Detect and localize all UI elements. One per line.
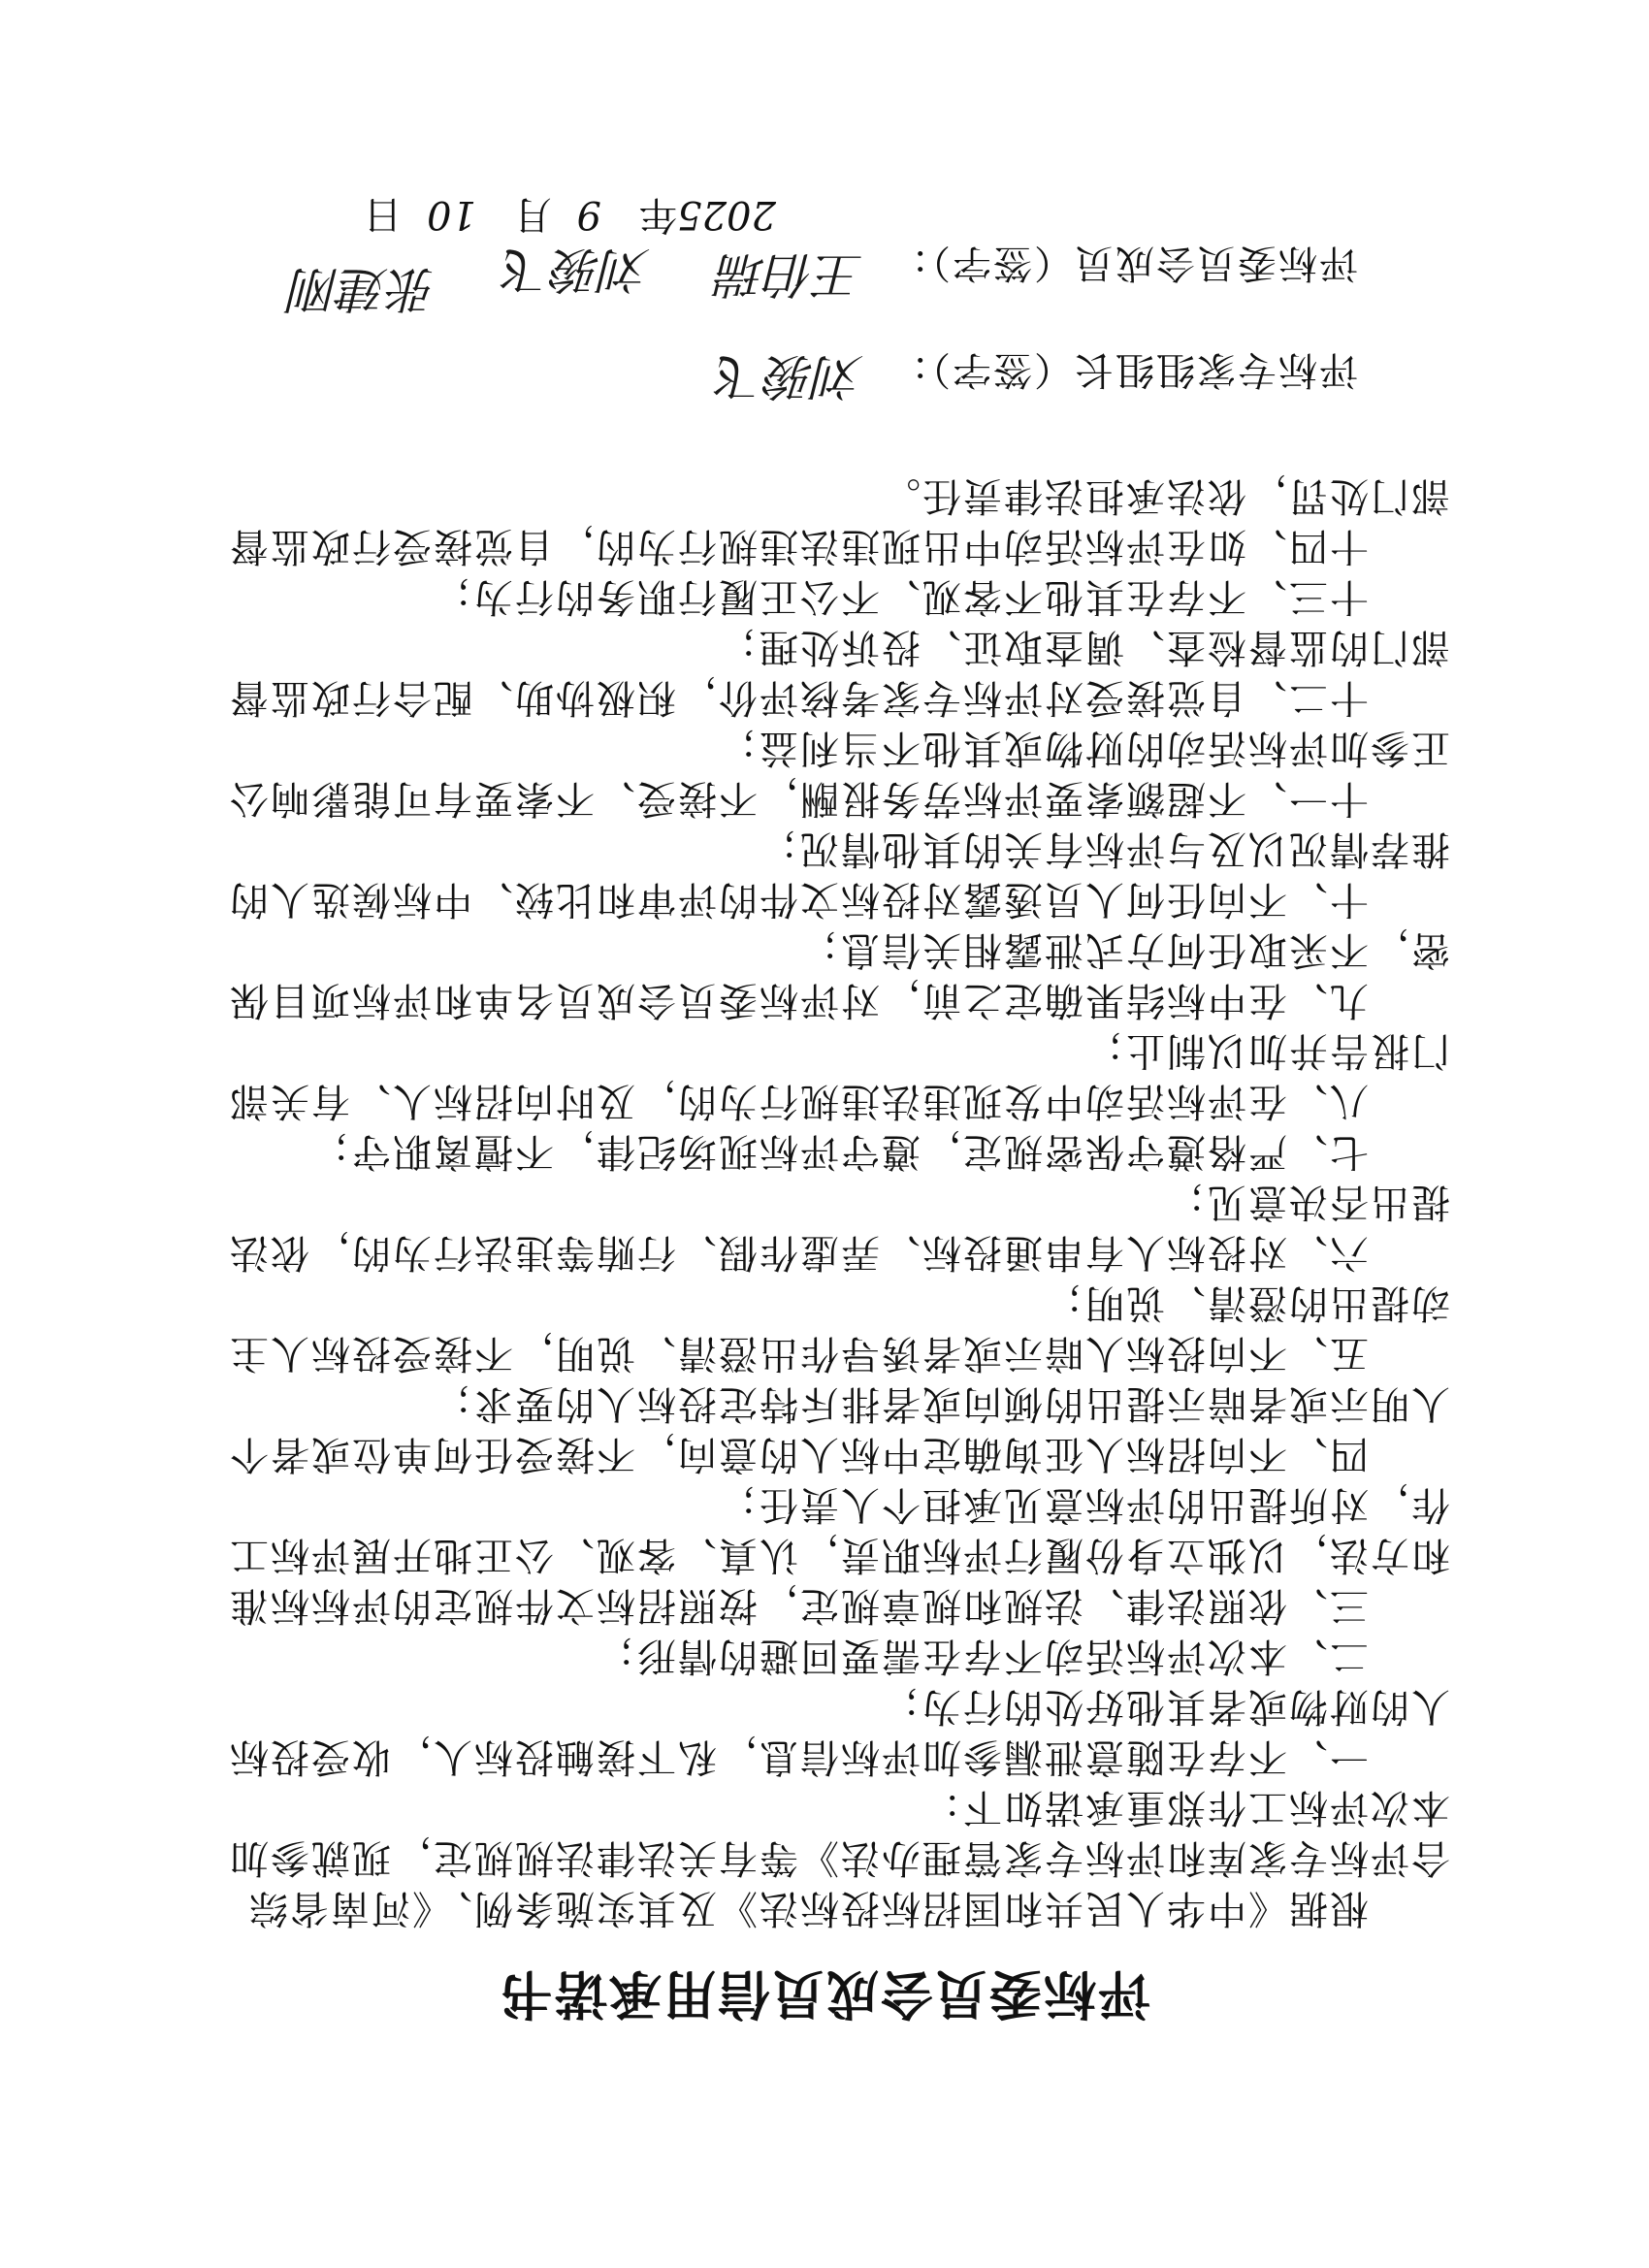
signing-date — [364, 190, 776, 245]
member-signature: 王伯瑞 — [718, 246, 863, 303]
date-day: 10 — [427, 192, 476, 237]
text-line: 动提出的澄清、说明； — [1043, 1280, 1450, 1325]
text-line: 提出否决意见； — [1165, 1180, 1450, 1224]
text-line: 九、在中标结果确定之前，对评标委员会成员名单和评标项目保 — [228, 978, 1369, 1022]
leader-signature-label: 评标专家组组长（签字）： — [889, 347, 1358, 392]
text-line: 六、对投标人有串通投标、弄虚作假、行贿等违法行为的，依法 — [228, 1230, 1369, 1275]
text-line: 十二、自觉接受对评标专家考核评价，积极协助、配合行政监督 — [228, 675, 1369, 720]
member-signature: 张建刚 — [291, 261, 436, 317]
text-line: 合评标专家库和评标专家管理办法》等有关法律法规规定，现就参加 — [228, 1835, 1450, 1880]
text-line: 十四、如在评标活动中出现违法违规行为的，自觉接受行政监督 — [228, 524, 1369, 568]
text-line: 门报告并加以制止； — [1083, 1028, 1450, 1073]
text-line: 十一、不超额索要评标劳务报酬，不接受、不索要有可能影响公 — [228, 776, 1369, 821]
text-line: 二、本次评标活动不存在需要回避的情形； — [595, 1634, 1369, 1678]
date-year: 2025 — [677, 192, 776, 237]
text-line: 八、在评标活动中发现违法违规行为的，及时向招标人、有关部 — [228, 1079, 1369, 1123]
document-title: 评标委员会成员信用承诺书 — [499, 1963, 1150, 2025]
text-line: 人的财物或者其他好处的行为； — [880, 1684, 1450, 1729]
text-line: 七、严格遵守保密规定，遵守评标现场纪律，不擅离职守； — [309, 1129, 1369, 1174]
member-signature: 刘骏飞 — [504, 242, 650, 298]
text-line: 本次评标工作郑重承诺如下： — [921, 1785, 1450, 1830]
date-month-suffix: 月 — [513, 192, 553, 237]
text-line: 和方法，以独立身份履行评标职责，认真、客观、公正地开展评标工 — [228, 1533, 1450, 1577]
members-signature-label: 评标委员会成员（签字）： — [889, 241, 1358, 285]
text-line: 密，不采取任何方式泄露相关信息； — [798, 927, 1450, 972]
text-line: 五、不向投标人暗示或者诱导作出澄清、说明，不接受投标人主 — [228, 1331, 1369, 1376]
members-signature-line — [889, 239, 1358, 294]
text-line: 三、依照法律、法规和规章规定，按照招标文件规定的评标标准 — [228, 1583, 1369, 1628]
leader-signature-line — [889, 345, 1358, 401]
text-line: 一、不存在随意泄漏参加评标信息，私下接触投标人，收受投标 — [228, 1734, 1369, 1779]
text-line: 四、不向招标人征询确定中标人的意向，不接受任何单位或者个 — [228, 1432, 1369, 1476]
text-line: 根据《中华人民共和国招标投标法》及其实施条例、《河南省综 — [247, 1886, 1369, 1930]
text-line: 人明示或者暗示提出的倾向或者排斥特定投标人的要求； — [432, 1381, 1450, 1426]
date-month: 9 — [576, 192, 602, 237]
text-line: 部门处罚，依法承担法律责任。 — [880, 473, 1450, 518]
text-line: 十、不向任何人员透露对投标文件的评审和比较、中标候选人的 — [228, 877, 1369, 922]
date-year-suffix: 年 — [638, 192, 678, 237]
text-line: 推荐情况以及与评标有关的其他情况； — [758, 826, 1450, 871]
text-line: 正参加评标活动的财物或其他不当利益； — [717, 726, 1450, 770]
text-line: 十三、不存在其他不客观、不公正履行职务的行为； — [432, 574, 1369, 619]
document-body — [189, 470, 1450, 1933]
leader-signature: 刘骏飞 — [718, 348, 863, 405]
text-line: 部门的监督检查、调查取证、投诉处理； — [717, 625, 1450, 669]
date-day-suffix: 日 — [363, 192, 403, 237]
text-line: 作，对所提出的评标意见承担个人责任； — [717, 1482, 1450, 1527]
